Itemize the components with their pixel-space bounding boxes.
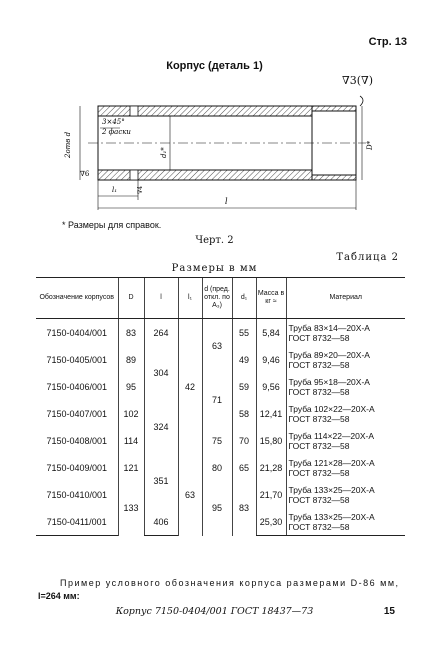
table-title: Размеры в мм: [171, 263, 258, 274]
table-row: [36, 373, 405, 400]
designation-cell: 7150-0407/001: [46, 408, 108, 419]
material-standard: ГОСТ 8732—58: [288, 467, 350, 478]
surface-label: ∇6: [80, 170, 90, 178]
mass-cell: 9,56: [256, 373, 286, 400]
part-title: Корпус (деталь 1): [166, 60, 263, 72]
designation-cell: 7150-0404/001: [46, 327, 108, 338]
column-header: l: [144, 278, 178, 319]
example-designation: Корпус 7150-0404/001 ГОСТ 18437—73: [115, 606, 314, 617]
mass-cell: 12,41: [256, 400, 286, 427]
d-cell: 80: [202, 454, 232, 481]
thread-label: 2отв d: [64, 131, 72, 158]
designation-cell: 7150-0405/001: [46, 354, 108, 365]
D-cell: 95: [118, 373, 144, 400]
d1-cell: 49: [232, 346, 256, 373]
D-cell: 102: [118, 400, 144, 427]
chamfer-note-2: 2 фаски: [102, 128, 131, 136]
D-cell: 133: [118, 481, 144, 536]
material-pipe: Труба 83×14—20Х-А: [288, 322, 370, 333]
material-cell: [286, 373, 405, 400]
designation-cell: 7150-0410/001: [46, 489, 108, 500]
d-cell: 95: [202, 481, 232, 536]
material-cell: [286, 481, 405, 508]
mass-cell: 21,70: [256, 481, 286, 508]
material-standard: ГОСТ 8732—58: [288, 440, 350, 451]
material-standard: ГОСТ 8732—58: [288, 494, 350, 505]
D-cell: 121: [118, 454, 144, 481]
column-header: d (пред. откл. по A₃): [202, 278, 232, 319]
d1-cell: 55: [232, 319, 256, 347]
mass-cell: 21,28: [256, 454, 286, 481]
d1-cell: 70: [232, 427, 256, 454]
column-header: Обозначение корпусов: [36, 278, 118, 319]
drawing-caption: Черт. 2: [195, 235, 234, 246]
material-standard: ГОСТ 8732—58: [288, 332, 350, 343]
d-cell: 71: [202, 373, 232, 427]
mass-cell: 9,46: [256, 346, 286, 373]
l-cell: 264: [144, 319, 178, 347]
material-cell: [286, 508, 405, 536]
footer-page-number: 15: [383, 606, 395, 617]
example-text-2: l=264 мм:: [38, 591, 80, 601]
material-cell: [286, 454, 405, 481]
reference-note: * Размеры для справок.: [62, 220, 162, 230]
D-cell: 89: [118, 346, 144, 373]
D-label: D*: [366, 140, 374, 150]
column-header: d₁: [232, 278, 256, 319]
mass-cell: 25,30: [256, 508, 286, 536]
l-cell: 304: [144, 346, 178, 400]
material-cell: [286, 400, 405, 427]
example-text: Пример условного обозначения корпуса размерами D-86 мм,: [60, 578, 400, 588]
l1-cell: 42: [178, 319, 202, 455]
column-header: Масса в кг ≈: [256, 278, 286, 319]
l1-label: l₁: [112, 186, 118, 194]
d-cell: 63: [202, 319, 232, 374]
mass-cell: 15,80: [256, 427, 286, 454]
roughness-note: ∇3(∇): [342, 74, 373, 87]
mass-cell: 5,84: [256, 319, 286, 347]
dimensions-table: [36, 277, 405, 536]
material-pipe: Труба 114×22—20Х-А: [288, 430, 375, 441]
d1-cell: 58: [232, 400, 256, 427]
material-standard: ГОСТ 8732—58: [288, 521, 350, 532]
table-row: [36, 454, 405, 481]
l-cell: 406: [144, 508, 178, 536]
l-cell: 351: [144, 454, 178, 508]
material-standard: ГОСТ 8732—58: [288, 386, 350, 397]
D-cell: 114: [118, 427, 144, 454]
l1-cell: 63: [178, 454, 202, 536]
material-pipe: Труба 121×28—20Х-А: [288, 457, 375, 468]
table-row: [36, 481, 405, 508]
d1-cell: 59: [232, 373, 256, 400]
table-header-row: [36, 278, 405, 319]
part-drawing: [60, 88, 380, 218]
material-pipe: Труба 89×20—20Х-А: [288, 349, 370, 360]
d-cell: 75: [202, 427, 232, 454]
column-header: Материал: [286, 278, 405, 319]
d1-cell: 83: [232, 481, 256, 536]
table-label: Таблица 2: [336, 252, 399, 263]
tube-section: [80, 96, 366, 210]
roughness-small-label: ∇4: [137, 185, 144, 194]
material-standard: ГОСТ 8732—58: [288, 359, 350, 370]
material-cell: [286, 346, 405, 373]
page-number: Стр. 13: [368, 36, 407, 48]
l-label: l: [225, 197, 228, 206]
d1-cell: 65: [232, 454, 256, 481]
d1-label: d₁*: [160, 147, 168, 158]
D-cell: 83: [118, 319, 144, 347]
table-row: [36, 427, 405, 454]
material-pipe: Труба 133×25—20Х-А: [288, 511, 375, 522]
column-header: D: [118, 278, 144, 319]
designation-cell: 7150-0411/001: [36, 508, 118, 536]
material-cell: [286, 427, 405, 454]
column-header: l₁: [178, 278, 202, 319]
designation-cell: 7150-0408/001: [46, 435, 108, 446]
material-pipe: Труба 95×18—20Х-А: [288, 376, 370, 387]
designation-cell: 7150-0406/001: [46, 381, 108, 392]
material-standard: ГОСТ 8732—58: [288, 413, 350, 424]
l-cell: 324: [144, 400, 178, 454]
material-pipe: Труба 102×22—20Х-А: [288, 403, 375, 414]
material-pipe: Труба 133×25—20Х-А: [288, 484, 375, 495]
table-row: [36, 319, 405, 347]
material-cell: [286, 319, 405, 347]
chamfer-note-1: 3×45°: [102, 118, 125, 126]
designation-cell: 7150-0409/001: [46, 462, 108, 473]
